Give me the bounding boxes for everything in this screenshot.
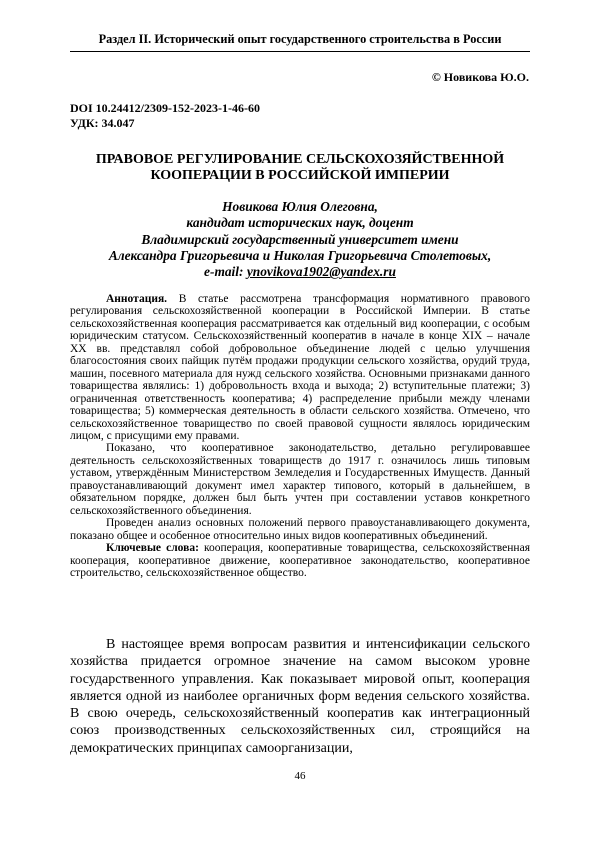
- page-number: 46: [294, 770, 306, 782]
- doi-line: DOI 10.24412/2309-152-2023-1-46-60: [70, 101, 260, 115]
- running-header: Раздел II. Исторический опыт государственного строительства в России: [98, 32, 502, 46]
- abstract-paragraph-3: Проведен анализ основных положений первого правоустанавливающего документа, показано общее и особенное относительно иных видов кооперативных объединений.: [70, 517, 530, 542]
- keywords-text: кооперация, кооперативные товарищества, сельскохозяйственная кооперация, кооперативное движение, кооперативное законодательство, кооперативное строительство, сельскохозяйственное общество.: [70, 542, 530, 579]
- udk-line: УДК: 34.047: [70, 116, 135, 130]
- title-line-1: ПРАВОВОЕ РЕГУЛИРОВАНИЕ СЕЛЬСКОХОЗЯЙСТВЕННОЙ: [95, 152, 505, 167]
- author-block: [70, 199, 530, 280]
- copyright-notice: © Новикова Ю.О.: [431, 70, 529, 84]
- abstract: [70, 293, 530, 579]
- abstract-paragraph-1: [70, 293, 530, 442]
- article-title: [70, 152, 530, 184]
- author-name: Новикова Юлия Олеговна,: [222, 199, 378, 214]
- author-affiliation-2: Александра Григорьевича и Николая Григорьевича Столетовых,: [108, 247, 492, 263]
- abstract-label: Аннотация.: [106, 293, 168, 305]
- article-body: [70, 636, 530, 757]
- email-label: e-mail:: [204, 264, 247, 280]
- author-degree: кандидат исторических наук, доцент: [186, 215, 414, 231]
- header-divider: [70, 51, 530, 52]
- keywords-paragraph: [70, 542, 530, 579]
- author-email-link[interactable]: ynovikova1902@yandex.ru: [246, 264, 396, 280]
- abstract-text-1: В статье рассмотрена трансформация нормативного правового регулирования сельскохозяйственной кооперации в Российской Империи. В статье сельскохозяйственная кооперация рассматривается как отдельный вид кооперации, с особым юридическим статусом. Сельскохозяйственный кооператив в начале в конце XIX – начале XX вв. представлял собой добровольное объединение людей с целью улучшения благосостояния своих пайщик путём продажи продукции сельского хозяйства, орудий труда, машин, посевного материала для нужд сельского хозяйства. Основными признаками данного товарищества являлись: 1) добровольность входа и выхода; 2) вступительные платежи; 3) ограниченная ответственность кооператива; 4) распределение прибыли между членами товарищества; 5) коммерческая деятельность в области сельского хозяйства. Отмечено, что сельскохозяйственное товарищество по своей правовой сущности являлось юридическим лицом, с присущими ему правами.: [70, 293, 530, 442]
- body-paragraph-1: В настоящее время вопросам развития и интенсификации сельского хозяйства придается огромное значение на самом высоком уровне государственного управления. Как показывает мировой опыт, кооперация является одной из наиболее органичных форм ведения сельского хозяйства. В свою очередь, сельскохозяйственный кооператив как интеграционный союз производственных сельскохозяйственных сил, строящийся на демократических принципах самоорганизации,: [70, 637, 530, 756]
- keywords-label: Ключевые слова:: [106, 542, 199, 555]
- abstract-paragraph-2: Показано, что кооперативное законодательство, детально регулировавшее деятельность сельскохозяйственных товариществ до 1917 г. означилось лишь типовым уставом, утверждённым Министерством Земледелия и Государственных Имуществ. Данный правоустанавливающий документ имел характер типового, который в дальнейшем, в обязательном порядке, должен был быть учтен при составлении уставов конкретного сельскохозяйственного объединения.: [70, 442, 530, 517]
- author-affiliation-1: Владимирский государственный университет имени: [141, 231, 459, 247]
- title-line-2: КООПЕРАЦИИ В РОССИЙСКОЙ ИМПЕРИИ: [150, 168, 450, 183]
- author-email-line: [70, 264, 530, 280]
